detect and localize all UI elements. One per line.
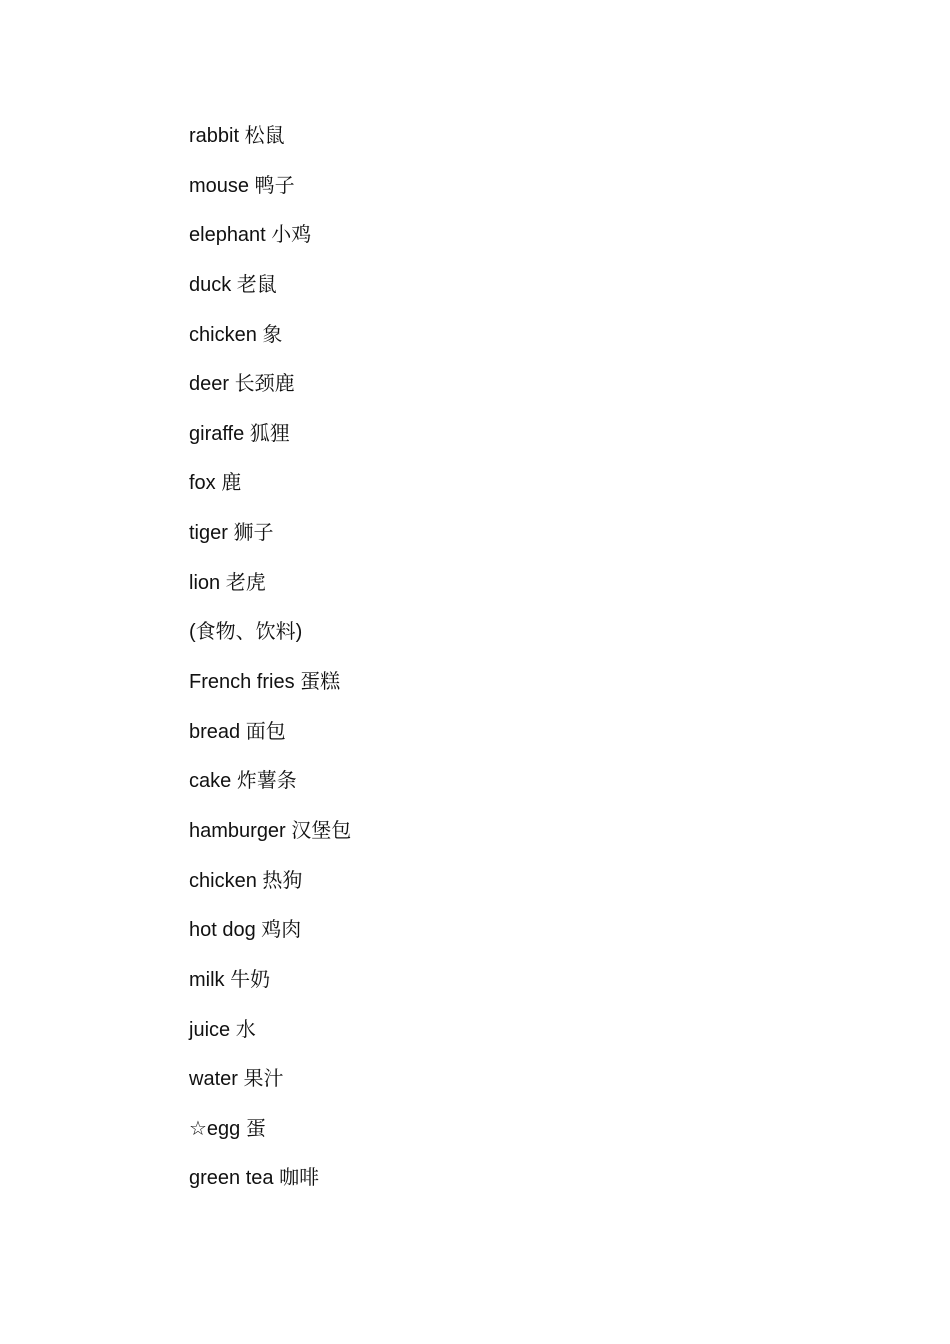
vocabulary-line: water 果汁 [189,1068,284,1091]
vocabulary-line: tiger 狮子 [189,522,274,545]
vocabulary-line: French fries 蛋糕 [189,671,341,694]
vocabulary-line: milk 牛奶 [189,968,271,991]
vocabulary-line: chicken 象 [189,323,283,346]
vocabulary-line: giraffe 狐狸 [189,422,290,445]
vocabulary-list [189,118,351,1210]
vocabulary-line: juice 水 [189,1018,256,1041]
vocabulary-line: chicken 热狗 [189,869,303,892]
vocabulary-line: hot dog 鸡肉 [189,919,302,942]
vocabulary-line: elephant 小鸡 [189,224,312,247]
vocabulary-line: bread 面包 [189,720,286,743]
vocabulary-line: lion 老虎 [189,571,266,594]
vocabulary-line: rabbit 松鼠 [189,125,285,147]
vocabulary-line: fox 鹿 [189,472,242,495]
vocabulary-line: ☆egg 蛋 [189,1117,266,1140]
vocabulary-line: deer 长颈鹿 [189,373,295,396]
vocabulary-line: green tea 咖啡 [189,1167,320,1190]
vocabulary-line: mouse 鸭子 [189,174,295,197]
vocabulary-line: hamburger 汉堡包 [189,819,352,842]
vocabulary-line: duck 老鼠 [189,273,277,296]
section-heading: (食物、饮料) [189,621,303,644]
vocabulary-line: cake 炸薯条 [189,770,297,793]
